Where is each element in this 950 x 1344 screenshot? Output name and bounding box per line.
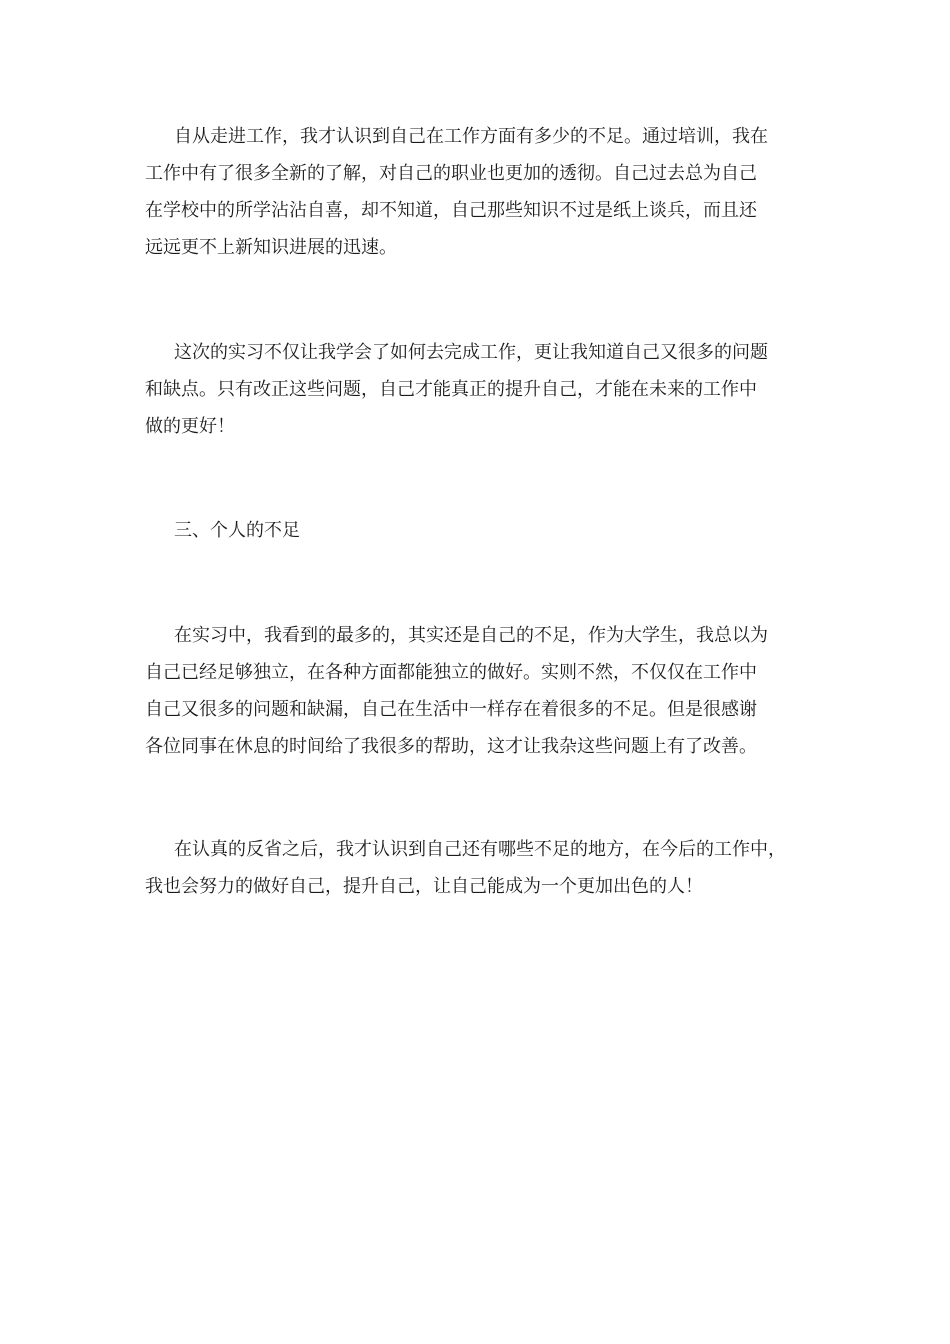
paragraph-line: 在实习中，我看到的最多的，其实还是自己的不足，作为大学生，我总以为 <box>174 625 768 646</box>
paragraph-line: 和缺点。只有改正这些问题，自己才能真正的提升自己，才能在未来的工作中 <box>145 379 757 400</box>
section-heading <box>145 512 835 549</box>
paragraph-line: 自从走进工作，我才认识到自己在工作方面有多少的不足。通过培训，我在 <box>174 126 768 147</box>
paragraph-line: 各位同事在休息的时间给了我很多的帮助，这才让我杂这些问题上有了改善。 <box>145 736 757 757</box>
paragraph-line: 自己又很多的问题和缺漏，自己在生活中一样存在着很多的不足。但是很感谢 <box>145 699 757 720</box>
paragraph-self-awareness <box>145 118 835 266</box>
paragraph-line: 在学校中的所学沾沾自喜，却不知道，自己那些知识不过是纸上谈兵，而且还 <box>145 200 757 221</box>
paragraph-line: 做的更好！ <box>145 416 235 437</box>
paragraph-line: 自己已经足够独立，在各种方面都能独立的做好。实则不然，不仅仅在工作中 <box>145 662 757 683</box>
section-heading-text: 三、个人的不足 <box>174 520 300 541</box>
paragraph-internship-lessons <box>145 334 835 445</box>
paragraph-line: 在认真的反省之后，我才认识到自己还有哪些不足的地方，在今后的工作中， <box>174 839 786 860</box>
paragraph-reflection <box>145 831 835 905</box>
paragraph-line: 这次的实习不仅让我学会了如何去完成工作，更让我知道自己又很多的问题 <box>174 342 768 363</box>
paragraph-line: 工作中有了很多全新的了解，对自己的职业也更加的透彻。自己过去总为自己 <box>145 163 757 184</box>
paragraph-shortcomings <box>145 617 835 765</box>
paragraph-line: 我也会努力的做好自己，提升自己，让自己能成为一个更加出色的人！ <box>145 876 703 897</box>
paragraph-line: 远远更不上新知识进展的迅速。 <box>145 237 397 258</box>
